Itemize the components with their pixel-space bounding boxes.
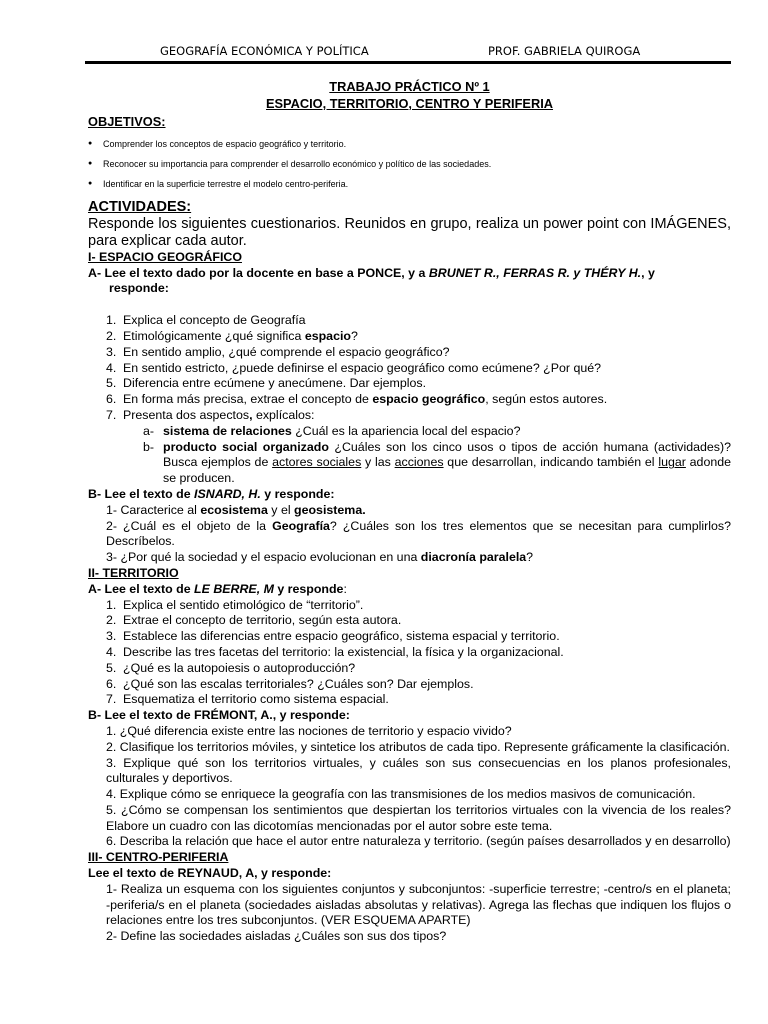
list-item: 6. En forma más precisa, extrae el concepto de espacio geográfico, según estos autores. xyxy=(106,392,608,407)
course-name: GEOGRAFÍA ECONÓMICA Y POLÍTICA xyxy=(160,44,369,58)
list-item: 3. Explique qué son los territorios virtuales, y cuáles son sus consecuencias en los planos profesionales, culturales y deportivos. xyxy=(106,755,731,786)
list-item: 5. ¿Qué es la autopoiesis o autoproducción? xyxy=(106,660,356,675)
page-header xyxy=(0,0,768,66)
list-item: 2. Extrae el concepto de territorio, según esta autora. xyxy=(106,613,402,628)
section-1b-lead: B- Lee el texto de ISNARD, H. y responde: xyxy=(88,486,335,501)
list-item: 3. En sentido amplio, ¿qué comprende el espacio geográfico? xyxy=(106,344,450,359)
section-1a-lead-cont: responde: xyxy=(109,281,169,296)
objective-item: ● Identificar en la superficie terrestre el modelo centro-periferia. xyxy=(88,178,731,190)
list-item: 1- Caracterice al ecosistema y el geosistema. xyxy=(106,502,366,517)
list-item: 4. En sentido estricto, ¿puede definirse el espacio geográfico como ecúmene? ¿Por qué? xyxy=(106,360,602,375)
objectives-heading: OBJETIVOS: xyxy=(88,114,166,129)
section-2-heading: II- TERRITORIO xyxy=(88,565,179,580)
list-item: 4. Describe las tres facetas del territorio: la existencial, la física y la organizacional. xyxy=(106,644,564,659)
section-2a-lead: A- Lee el texto de LE BERRE, M y responde: xyxy=(88,581,347,596)
list-item: 1- Realiza un esquema con los siguientes conjuntos y subconjuntos: -superficie terrestre; -centro/s en el planeta; -periferia/s en el planeta (sociedades aisladas absolutas y relativas). Agrega las flechas que indiquen los flujos o relaciones entre los tres subconjuntos. (VER ESQUEMA APARTE) xyxy=(106,881,731,928)
list-item: 2- ¿Cuál es el objeto de la Geografía? ¿Cuáles son los tres elementos que se necesitan para cumplirlos? Descríbelos. xyxy=(106,518,731,549)
list-item: 2. Clasifique los territorios móviles, y sintetice los atributos de cada tipo. Represente gráficamente la clasificación. xyxy=(106,739,730,754)
list-item: 4. Explique cómo se enriquece la geografía con las transmisiones de los medios masivos de comunicación. xyxy=(106,787,696,802)
list-item: 6. Describa la relación que hace el autor entre naturaleza y territorio. (según países desarrollados y en desarrollo) xyxy=(106,834,731,849)
list-item: 3- ¿Por qué la sociedad y el espacio evolucionan en una diacronía paralela? xyxy=(106,550,534,565)
activities-intro: Responde los siguientes cuestionarios. Reunidos en grupo, realiza un power point con IMÁGENES, para explicar cada autor. xyxy=(88,215,731,249)
section-1a-lead: A- Lee el texto dado por la docente en base a PONCE, y a BRUNET R., FERRAS R. y THÉRY H., y xyxy=(88,265,655,280)
doc-title: TRABAJO PRÁCTICO Nº 1 xyxy=(329,79,490,94)
list-item: 7. Presenta dos aspectos, explícalos: xyxy=(106,407,315,422)
activities-heading: ACTIVIDADES: xyxy=(88,198,192,215)
section-1-heading: I- ESPACIO GEOGRÁFICO xyxy=(88,249,242,264)
objective-item: ● Reconocer su importancia para comprender el desarrollo económico y político de las sociedades. xyxy=(88,158,731,170)
sub-item: a- sistema de relaciones ¿Cuál es la apariencia local del espacio? xyxy=(143,423,521,438)
document-body xyxy=(88,79,731,945)
header-divider xyxy=(85,61,731,64)
doc-subtitle: ESPACIO, TERRITORIO, CENTRO Y PERIFERIA xyxy=(265,95,554,111)
sub-item: b- producto social organizado ¿Cuáles son los cinco usos o tipos de acción humana (actividades)? Busca ejemplos de actores sociales y las acciones que desarrollan, indicando también el lugar adonde se producen. xyxy=(143,439,732,486)
list-item: 2. Etimológicamente ¿qué significa espacio? xyxy=(106,328,358,343)
list-item: 5. Diferencia entre ecúmene y anecúmene. Dar ejemplos. xyxy=(106,376,427,391)
objective-item: ● Comprender los conceptos de espacio geográfico y territorio. xyxy=(88,138,731,150)
section-3-lead: Lee el texto de REYNAUD, A, y responde: xyxy=(88,866,332,881)
teacher-name: PROF. GABRIELA QUIROGA xyxy=(488,44,641,58)
list-item: 7. Esquematiza el territorio como sistema espacial. xyxy=(106,692,389,707)
list-item: 1. ¿Qué diferencia existe entre las nociones de territorio y espacio vivido? xyxy=(106,723,512,738)
list-item: 5. ¿Cómo se compensan los sentimientos que despiertan los territorios virtuales con la vivencia de los reales? Elabore un cuadro con las dicotomías mencionadas por el autor sobre este tema. xyxy=(106,802,731,833)
list-item: 2- Define las sociedades aisladas ¿Cuáles son sus dos tipos? xyxy=(106,929,447,944)
list-item: 1. Explica el sentido etimológico de “territorio”. xyxy=(106,597,364,612)
list-item: 3. Establece las diferencias entre espacio geográfico, sistema espacial y territorio. xyxy=(106,629,560,644)
list-item: 6. ¿Qué son las escalas territoriales? ¿Cuáles son? Dar ejemplos. xyxy=(106,676,474,691)
section-3-heading: III- CENTRO-PERIFERIA xyxy=(88,850,229,865)
list-item: 1. Explica el concepto de Geografía xyxy=(106,313,306,328)
section-2b-lead: B- Lee el texto de FRÉMONT, A., y responde: xyxy=(88,708,350,723)
